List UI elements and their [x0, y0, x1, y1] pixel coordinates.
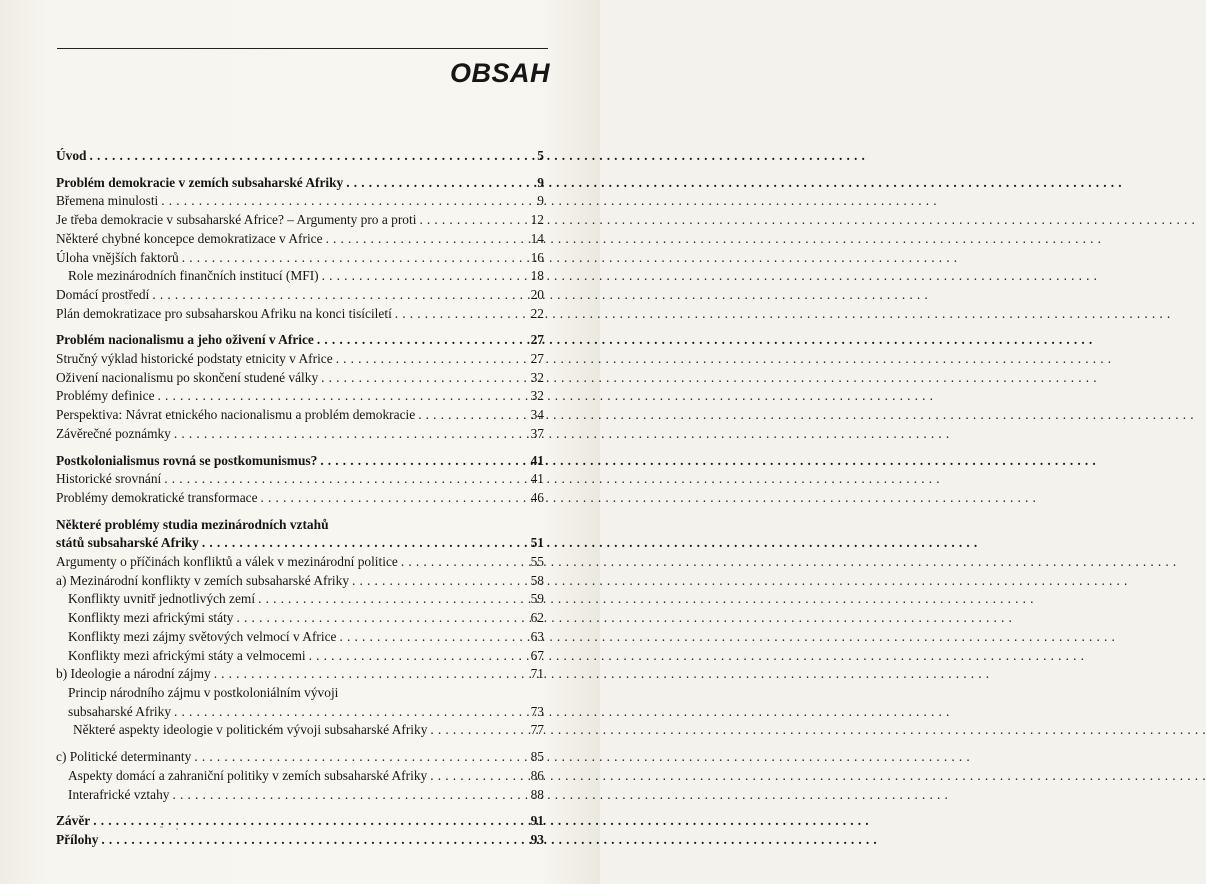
toc-page-number: 14 — [530, 230, 544, 246]
toc-entry — [56, 211, 544, 230]
toc-entry — [56, 305, 544, 324]
toc-page-number: 55 — [530, 554, 544, 570]
toc-entry-title: a) Mezinárodní konflikty v zemích subsaharské Afriky — [56, 572, 350, 588]
toc-page-number: 41 — [530, 452, 544, 468]
toc-leader-dots — [346, 174, 536, 193]
toc-page-number: 62 — [530, 610, 544, 626]
toc-leader-dots — [194, 748, 529, 767]
toc-entry-title: Argumenty o příčinách konfliktů a válek v mezinárodní politice — [56, 554, 398, 570]
toc-entry — [56, 748, 544, 767]
toc-page-number: 9 — [537, 193, 544, 209]
header-rule — [57, 48, 548, 49]
toc-leader-dots — [261, 489, 530, 508]
toc-leader-dots — [430, 721, 529, 740]
toc-leader-dots — [321, 369, 529, 388]
paper-speck — [160, 826, 163, 828]
table-of-contents — [56, 147, 544, 850]
toc-entry — [56, 665, 544, 684]
toc-entry-title: c) Politické determinanty — [56, 749, 192, 765]
toc-entry — [56, 786, 544, 805]
toc-leader-dots — [320, 452, 529, 471]
toc-entry-title: Úloha vnějších faktorů — [56, 249, 179, 265]
toc-entry — [56, 684, 544, 703]
toc-leader-dots — [309, 647, 530, 666]
toc-entry — [56, 406, 544, 425]
paper-speck — [176, 828, 178, 830]
toc-leader-dots — [172, 786, 529, 805]
toc-leader-dots — [317, 331, 530, 350]
toc-entry-title: států subsaharské Afriky — [56, 535, 199, 551]
toc-entry — [56, 721, 544, 740]
toc-entry — [56, 553, 544, 572]
toc-page-number: 67 — [530, 647, 544, 663]
toc-page-number: 59 — [530, 591, 544, 607]
toc-entry-title: Aspekty domácí a zahraniční politiky v zemích subsaharské Afriky — [68, 767, 428, 783]
toc-entry-title: Některé problémy studia mezinárodních vztahů — [56, 516, 329, 532]
toc-entry — [56, 174, 544, 193]
toc-page-number: 20 — [530, 286, 544, 302]
toc-entry-title: Stručný výklad historické podstaty etnicity v Africe — [56, 351, 333, 367]
toc-entry — [56, 350, 544, 369]
toc-page-number: 63 — [530, 628, 544, 644]
toc-page-number: 18 — [530, 268, 544, 284]
toc-leader-dots — [236, 609, 529, 628]
toc-page-number: 22 — [530, 305, 544, 321]
toc-entry — [56, 812, 544, 831]
toc-entry — [56, 534, 544, 553]
toc-leader-dots — [258, 590, 530, 609]
toc-entry — [56, 369, 544, 388]
toc-page-number: 73 — [530, 703, 544, 719]
toc-page-number: 5 — [537, 148, 544, 163]
toc-leader-dots — [90, 147, 537, 166]
toc-entry-title: Závěr — [56, 813, 91, 829]
toc-entry-title: Historické srovnání — [56, 471, 162, 487]
toc-entry-title: Konflikty uvnitř jednotlivých zemí — [68, 591, 256, 607]
toc-leader-dots — [93, 812, 529, 831]
toc-entry-title: Problém nacionalismu a jeho oživení v Africe — [56, 332, 314, 348]
toc-leader-dots — [214, 665, 530, 684]
toc-page-number: 77 — [530, 722, 544, 738]
toc-entry — [56, 516, 544, 535]
toc-entry-title: Plán demokratizace pro subsaharskou Afriku na konci tisíciletí — [56, 305, 392, 321]
toc-leader-dots — [101, 831, 529, 850]
toc-entry — [56, 628, 544, 647]
toc-leader-dots — [395, 305, 530, 324]
toc-entry-title: Je třeba demokracie v subsaharské Africe? – Argumenty pro a proti — [56, 212, 417, 228]
toc-entry — [56, 192, 544, 211]
toc-leader-dots — [336, 350, 530, 369]
toc-entry — [56, 452, 544, 471]
toc-page-number: 93 — [530, 831, 544, 847]
toc-leader-dots — [326, 230, 530, 249]
toc-page-number: 37 — [530, 425, 544, 441]
toc-entry — [56, 703, 544, 722]
toc-page-number: 41 — [530, 471, 544, 487]
toc-entry-title: subsaharské Afriky — [68, 703, 172, 719]
toc-entry — [56, 267, 544, 286]
toc-entry-title: Konflikty mezi africkými státy a velmocemi — [68, 647, 306, 663]
toc-page-number: 27 — [530, 332, 544, 348]
toc-page-number: 32 — [530, 369, 544, 385]
toc-page-number: 9 — [537, 174, 544, 190]
toc-page-number: 32 — [530, 388, 544, 404]
toc-entry — [56, 147, 544, 166]
toc-entry-title: Některé chybné koncepce demokratizace v Africe — [56, 230, 323, 246]
toc-entry-title: Problémy demokratické transformace — [56, 489, 258, 505]
toc-leader-dots — [164, 470, 529, 489]
toc-entry-title: Závěrečné poznámky — [56, 425, 171, 441]
toc-entry — [56, 387, 544, 406]
toc-page-number: 88 — [530, 786, 544, 802]
toc-page-number: 34 — [530, 407, 544, 423]
toc-leader-dots — [182, 249, 530, 268]
toc-entry — [56, 249, 544, 268]
toc-leader-dots — [161, 192, 536, 211]
toc-entry — [56, 590, 544, 609]
page-title: OBSAH — [449, 58, 550, 88]
toc-leader-dots — [152, 286, 529, 305]
toc-entry — [56, 767, 544, 786]
toc-page-number: 85 — [530, 749, 544, 765]
toc-entry-title: Interafrické vztahy — [68, 786, 170, 802]
toc-leader-dots — [174, 703, 530, 722]
toc-page-number: 16 — [530, 249, 544, 265]
toc-page-number: 58 — [530, 572, 544, 588]
toc-entry-title: Perspektiva: Návrat etnického nacionalismu a problém demokracie — [56, 407, 416, 423]
toc-page-number: 27 — [530, 351, 544, 367]
toc-page-number: 12 — [530, 212, 544, 228]
toc-entry-title: Přílohy — [56, 831, 99, 847]
toc-leader-dots — [418, 406, 529, 425]
toc-entry — [56, 331, 544, 350]
toc-entry — [56, 647, 544, 666]
toc-leader-dots — [174, 425, 530, 444]
toc-entry-title: Úvod — [56, 148, 87, 163]
toc-leader-dots — [352, 572, 530, 591]
toc-leader-dots — [158, 387, 530, 406]
toc-entry-title: Role mezinárodních finančních institucí (MFI) — [68, 268, 319, 284]
toc-entry-title: Některé aspekty ideologie v politickém vývoji subsaharské Afriky — [73, 722, 428, 738]
toc-entry — [56, 470, 544, 489]
toc-entry — [56, 286, 544, 305]
toc-entry-title: Problémy definice — [56, 388, 155, 404]
toc-page-number: 46 — [530, 489, 544, 505]
toc-entry-title: Konflikty mezi zájmy světových velmocí v Africe — [68, 628, 337, 644]
toc-page-number: 51 — [530, 535, 544, 551]
toc-entry — [56, 831, 544, 850]
toc-entry — [56, 230, 544, 249]
toc-entry-title: Postkolonialismus rovná se postkomunismus? — [56, 452, 318, 468]
toc-page-number: 86 — [530, 767, 544, 783]
toc-entry — [56, 489, 544, 508]
toc-leader-dots — [339, 628, 529, 647]
toc-entry — [56, 572, 544, 591]
toc-entry-title: Princip národního zájmu v postkoloniálním vývoji — [68, 684, 339, 700]
toc-entry — [56, 609, 544, 628]
toc-leader-dots — [202, 534, 530, 553]
toc-entry-title: Oživení nacionalismu po skončení studené války — [56, 369, 319, 385]
toc-leader-dots — [430, 767, 529, 786]
toc-entry-title: Problém demokracie v zemích subsaharské Afriky — [56, 174, 344, 190]
toc-entry-title: b) Ideologie a národní zájmy — [56, 666, 211, 682]
toc-page-number: 71 — [530, 666, 544, 682]
toc-entry-title: Domácí prostředí — [56, 286, 150, 302]
toc-entry — [56, 425, 544, 444]
toc-leader-dots — [419, 211, 529, 230]
toc-leader-dots — [322, 267, 530, 286]
toc-entry-title: Konflikty mezi africkými státy — [68, 610, 234, 626]
toc-leader-dots — [401, 553, 530, 572]
book-page — [0, 0, 600, 884]
toc-page-number: 91 — [530, 813, 544, 829]
toc-entry-title: Břemena minulosti — [56, 193, 159, 209]
